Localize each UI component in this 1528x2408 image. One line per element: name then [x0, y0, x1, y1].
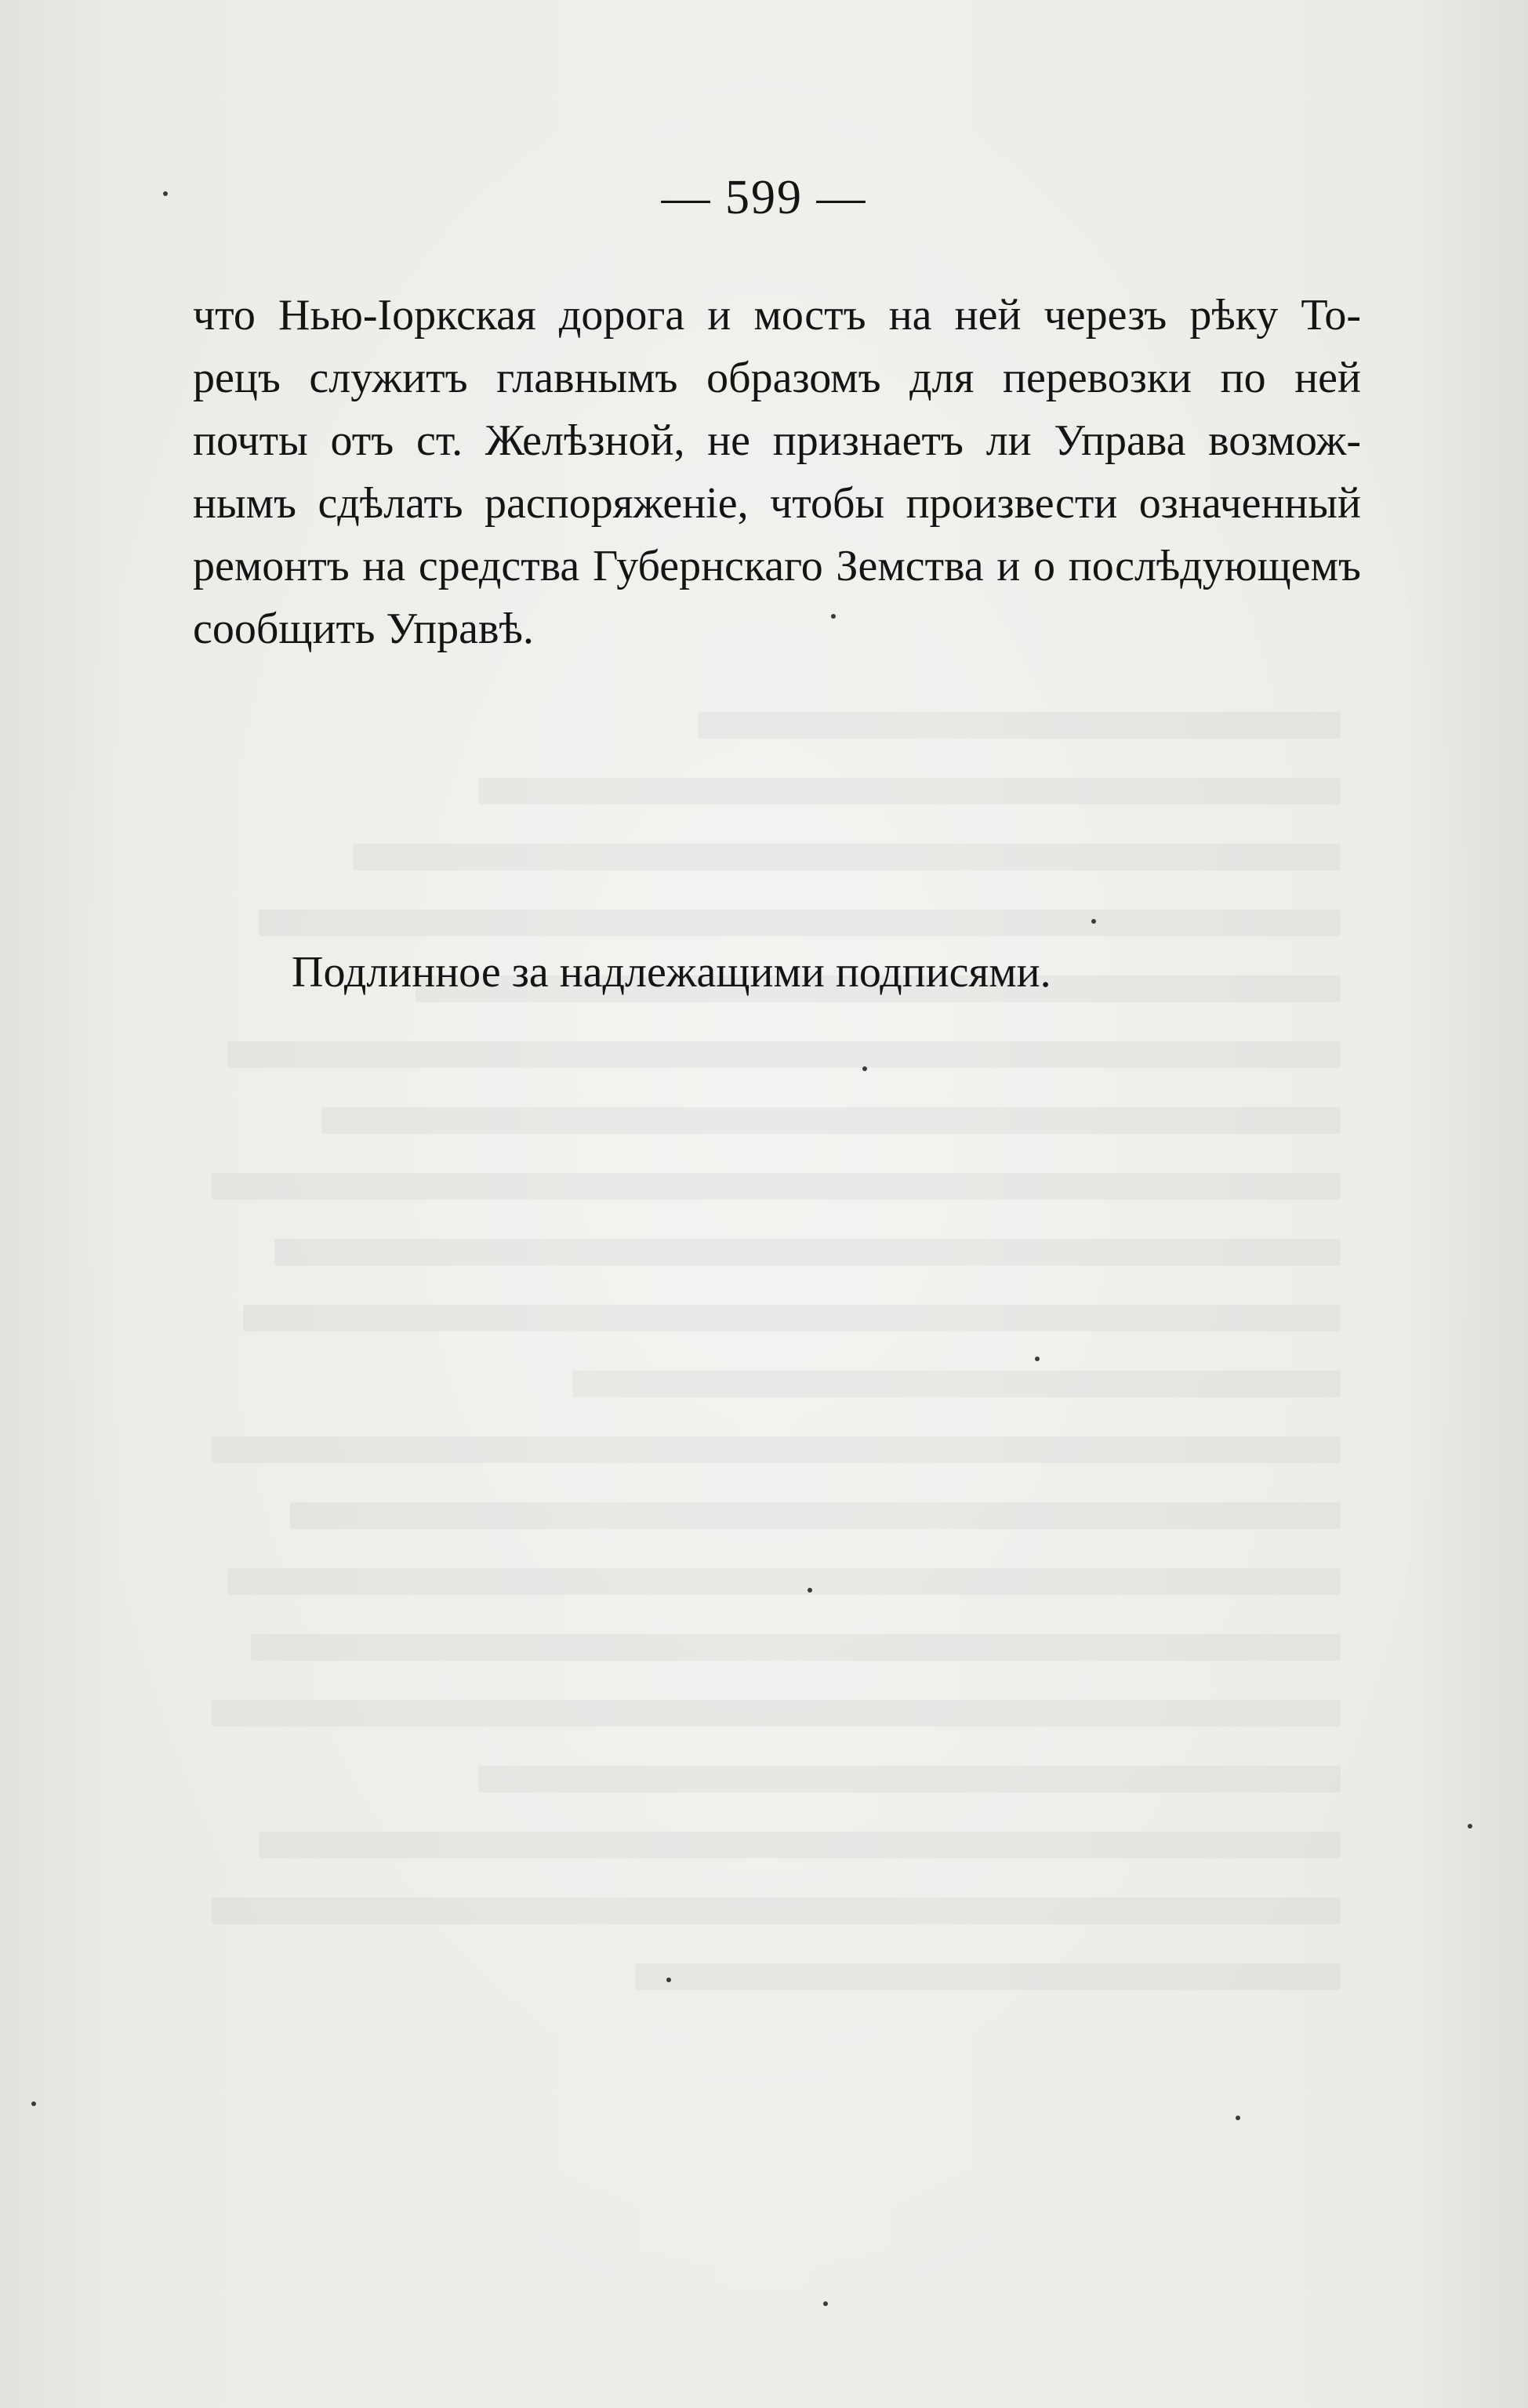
print-speck: [666, 1978, 671, 1982]
paragraph-line: сообщить Управѣ.: [193, 605, 534, 653]
signature-note: Подлинное за надлежащими подписями.: [292, 948, 1051, 997]
print-speck: [1236, 2116, 1240, 2120]
paragraph-line: почты отъ ст. Желѣзной, не признаетъ ли Управа возмож-: [193, 416, 1361, 465]
paragraph-line: что Нью-Іоркская дорога и мостъ на ней черезъ рѣку То-: [193, 291, 1361, 340]
reverse-side-bleed-through: [180, 690, 1341, 2039]
print-speck: [31, 2101, 36, 2106]
page-number: — 599 —: [661, 171, 867, 224]
main-paragraph: [193, 284, 1361, 660]
paragraph-line: ремонтъ на средства Губернскаго Земства и о послѣдующемъ: [193, 542, 1361, 590]
print-speck: [831, 614, 836, 619]
print-speck: [823, 2301, 828, 2306]
print-speck: [862, 1066, 867, 1071]
paragraph-line: рецъ служитъ главнымъ образомъ для перевозки по ней: [193, 354, 1361, 402]
print-speck: [808, 1588, 812, 1593]
print-speck: [1091, 919, 1096, 924]
print-speck: [1468, 1824, 1472, 1829]
print-speck: [163, 191, 168, 196]
paragraph-line: нымъ сдѣлать распоряженіе, чтобы произвести означенный: [193, 479, 1361, 528]
print-speck: [1035, 1357, 1040, 1361]
